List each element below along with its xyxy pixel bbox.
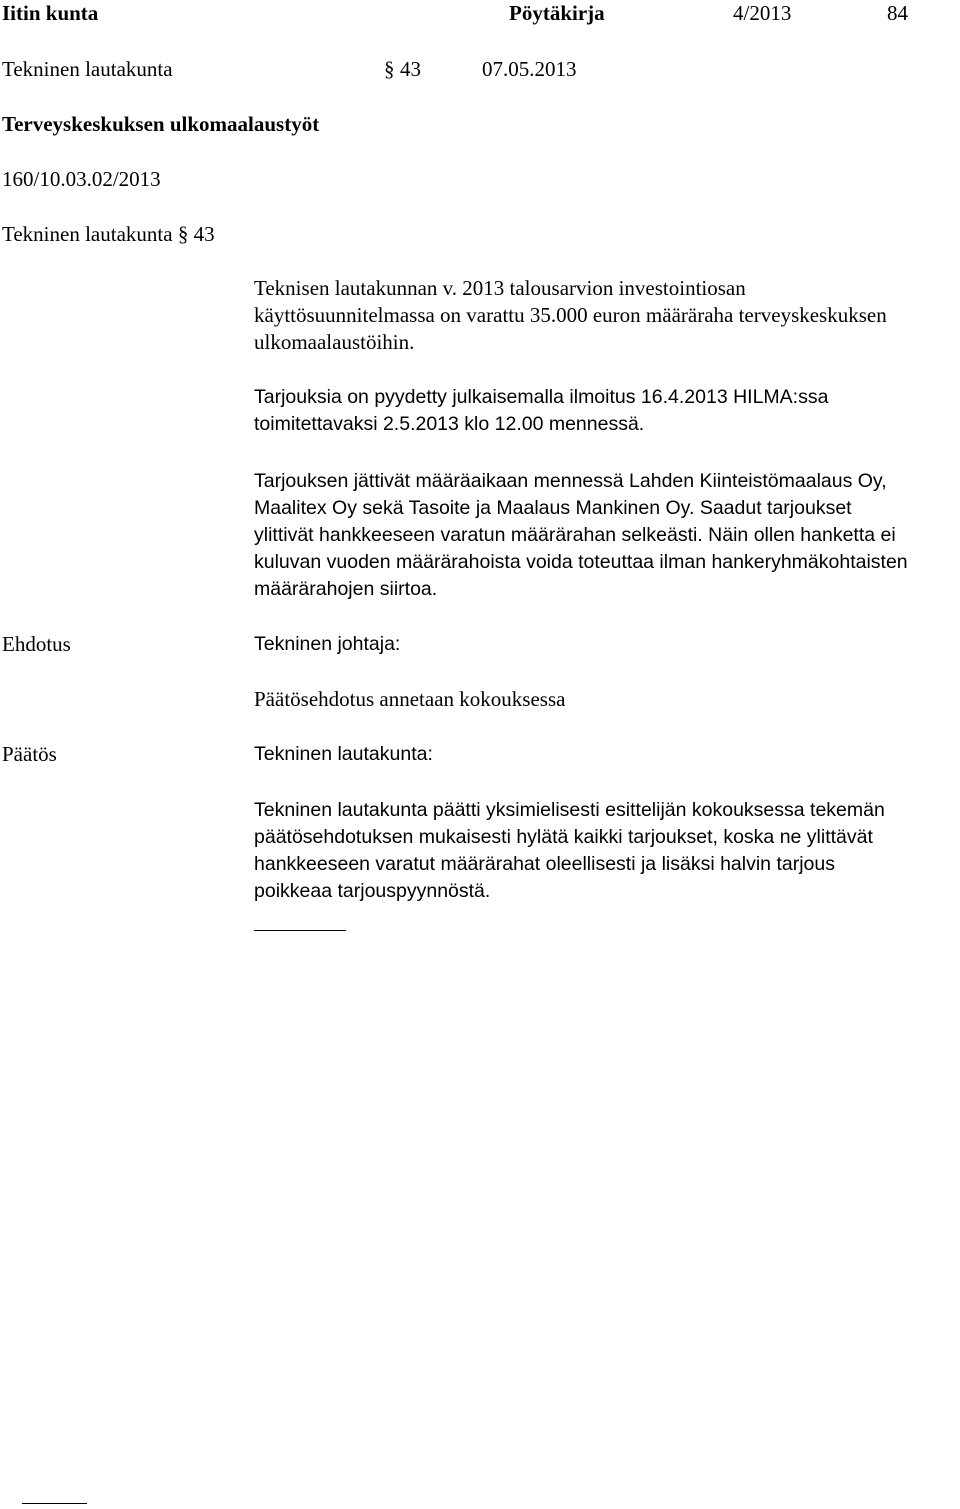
paragraph-line: Maalitex Oy sekä Tasoite ja Maalaus Mankinen Oy. Saadut tarjoukset xyxy=(254,497,852,519)
document-type: Pöytäkirja xyxy=(509,1,605,25)
section-reference-body: Tekninen lautakunta xyxy=(2,222,173,246)
paragraph-line: toimitettavaksi 2.5.2013 klo 12.00 mennessä. xyxy=(254,413,645,435)
section-reference-number: 43 xyxy=(193,222,215,246)
organization-name: Iitin kunta xyxy=(2,1,99,25)
proposal-speaker: Tekninen johtaja: xyxy=(254,633,401,655)
decision-speaker: Tekninen lautakunta: xyxy=(254,743,433,765)
meeting-body: Tekninen lautakunta xyxy=(2,57,173,81)
paragraph-line: ulkomaalaustöihin. xyxy=(254,330,415,354)
footer-rule xyxy=(22,1503,87,1504)
paragraph-line: poikkeaa tarjouspyynnöstä. xyxy=(254,880,491,902)
paragraph-line: Tarjouksia on pyydetty julkaisemalla ilmoitus 16.4.2013 HILMA:ssa xyxy=(254,386,829,408)
paragraph-line: hankkeeseen varatut määrärahat oleellisesti ja lisäksi halvin tarjous xyxy=(254,853,835,875)
section-reference-sign: § xyxy=(177,222,189,246)
paragraph-tenders-received xyxy=(254,468,908,603)
section-reference xyxy=(2,224,215,245)
paragraph-tender-call xyxy=(254,384,828,438)
paragraph-line: käyttösuunnitelmassa on varattu 35.000 euron määräraha terveyskeskuksen xyxy=(254,303,887,327)
paragraph-line: määrärahojen siirtoa. xyxy=(254,578,438,600)
paragraph-line: Teknisen lautakunnan v. 2013 talousarvion investointiosan xyxy=(254,276,746,300)
section-sign: § xyxy=(384,57,395,81)
paragraph-line: päätösehdotuksen mukaisesti hylätä kaikki tarjoukset, koska ne ylittävät xyxy=(254,826,873,848)
item-title: Terveyskeskuksen ulkomaalaustyöt xyxy=(2,112,320,136)
document-number: 4/2013 xyxy=(733,1,792,25)
proposal-text: Päätösehdotus annetaan kokouksessa xyxy=(254,687,566,711)
item-reference: 160/10.03.02/2013 xyxy=(2,167,161,191)
decision-label: Päätös xyxy=(2,742,57,766)
paragraph-budget xyxy=(254,275,887,356)
section-number: 43 xyxy=(400,57,421,81)
section-end-rule xyxy=(254,930,346,931)
paragraph-line: Tarjouksen jättivät määräaikaan mennessä Lahden Kiinteistömaalaus Oy, xyxy=(254,470,887,492)
paragraph-line: ylittivät hankkeeseen varatun määrärahan selkeästi. Näin ollen hanketta ei xyxy=(254,524,896,546)
paragraph-line: kuluvan vuoden määrärahoista voida toteuttaa ilman hankeryhmäkohtaisten xyxy=(254,551,908,573)
decision-text xyxy=(254,797,885,905)
meeting-date: 07.05.2013 xyxy=(482,57,577,81)
paragraph-line: Tekninen lautakunta päätti yksimielisesti esittelijän kokouksessa tekemän xyxy=(254,799,885,821)
proposal-label: Ehdotus xyxy=(2,632,71,656)
page-number: 84 xyxy=(887,1,908,25)
